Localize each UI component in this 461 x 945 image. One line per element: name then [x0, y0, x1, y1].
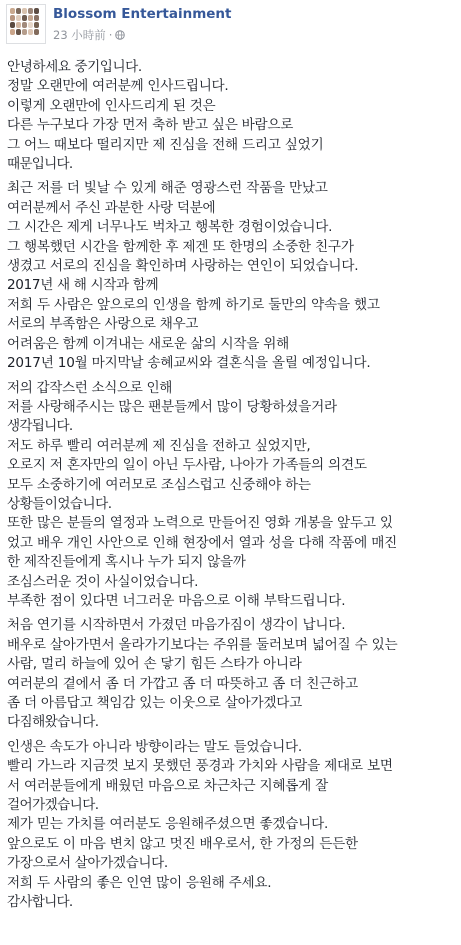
post-text-line: 걸어가겠습니다. [7, 797, 99, 814]
post-paragraph [7, 616, 461, 732]
post-text-line: 오로지 저 혼자만의 일이 아닌 두사람, 나아가 가족들의 의견도 [7, 457, 367, 474]
post-paragraph [7, 379, 461, 612]
post-text-line: 저희 두 사람의 좋은 인연 많이 응원해 주세요. [7, 874, 272, 891]
post-text-line: 처음 연기를 시작하면서 가졌던 마음가짐이 생각이 납니다. [7, 617, 346, 634]
post-text-line: 저의 갑작스런 소식으로 인해 [7, 379, 173, 396]
post-paragraph [7, 179, 461, 373]
post-header [0, 0, 461, 52]
post-text-line: 제가 믿는 가치를 여러분도 응원해주셨으면 좋겠습니다. [7, 816, 329, 833]
post-text-line: 인생은 속도가 아니라 방향이라는 말도 들었습니다. [7, 738, 302, 755]
post-text-line: 안녕하세요 중기입니다. [7, 59, 142, 75]
post-text-line: 그 시간은 제게 너무나도 벅차고 행복한 경험이었습니다. [7, 219, 333, 236]
page-avatar[interactable] [6, 4, 46, 44]
post-text-line: 한 제작진들에게 혹시나 누가 되지 않을까 [7, 554, 246, 571]
post-text-line: 이렇게 오랜만에 인사드리게 된 것은 [7, 97, 216, 114]
post-text-line: 최근 저를 더 빛날 수 있게 해준 영광스런 작품을 만났고 [7, 180, 328, 197]
post-text-line: 다른 누구보다 가장 먼저 축하 받고 싶은 바람으로 [7, 117, 294, 134]
post-text-line: 감사합니다. [7, 894, 73, 911]
page-name-link[interactable]: Blossom Entertainment [53, 6, 232, 22]
post-text-line: 부족한 점이 있다면 너그러운 마음으로 이해 부탁드립니다. [7, 592, 346, 609]
post-text-line: 좀 더 아름답고 책임감 있는 이웃으로 살아가겠다고 [7, 695, 302, 711]
meta-separator: · [108, 28, 113, 42]
post-text-line: 빨리 가느라 지금껏 보지 못했던 풍경과 가치와 사람을 제대로 보면 [7, 758, 393, 775]
post-paragraph [7, 738, 461, 913]
post-text-line: 2017년 10월 마지막날 송혜교씨와 결혼식을 올릴 예정입니다. [7, 355, 371, 372]
post-body [7, 58, 461, 917]
post-text-line: 저를 사랑해주시는 많은 팬분들께서 많이 당황하셨을거라 [7, 398, 337, 415]
post-text-line: 정말 오랜만에 여러분께 인사드립니다. [7, 78, 229, 95]
post-text-line: 때문입니다. [7, 156, 73, 173]
blossom-entertainment-logo [10, 8, 42, 34]
post-text-line: 저희 두 사람은 앞으로의 인생을 함께 하기로 둘만의 약속을 했고 [7, 296, 380, 313]
globe-icon[interactable] [115, 29, 125, 39]
post-text-line: 그 어느 때보다 떨리지만 제 진심을 전해 드리고 싶었기 [7, 136, 324, 153]
post-text-line: 배우로 살아가면서 올라가기보다는 주위를 둘러보며 넓어질 수 있는 [7, 636, 398, 653]
post-timestamp[interactable]: 23 小時前 [53, 28, 106, 42]
post-text-line: 상황들이었습니다. [7, 495, 112, 512]
post-text-line: 서로의 부족함은 사랑으로 채우고 [7, 316, 199, 333]
post-text-line: 모두 소중하기에 여러모로 조심스럽고 신중해야 하는 [7, 476, 311, 493]
post-text-line: 그 행복했던 시간을 함께한 후 제겐 또 한명의 소중한 친구가 [7, 238, 354, 255]
post-text-line: 서 여러분들에게 배웠던 마음으로 차근차근 지혜롭게 잘 [7, 777, 329, 794]
post-text-line: 앞으로도 이 마음 변치 않고 멋진 배우로서, 한 가정의 든든한 [7, 835, 358, 852]
post-text-line: 생겼고 서로의 진심을 확인하며 사랑하는 연인이 되었습니다. [7, 258, 359, 275]
post-text-line: 저도 하루 빨리 여러분께 제 진심을 전하고 싶었지만, [7, 437, 311, 454]
post-text-line: 어려움은 함께 이겨내는 새로운 삶의 시작을 위해 [7, 335, 289, 352]
post-text-line: 사람, 멀리 하늘에 있어 손 닿기 힘든 스타가 아니라 [7, 656, 302, 673]
post-text-line: 여러분의 곁에서 좀 더 가깝고 좀 더 따뜻하고 좀 더 친근하고 [7, 675, 358, 692]
post-text-line: 2017년 새 해 시작과 함께 [7, 277, 159, 294]
post-meta [53, 27, 125, 43]
post-text-line: 다짐해왔습니다. [7, 714, 99, 731]
post-text-line: 여러분께서 주신 과분한 사랑 덕분에 [7, 199, 216, 216]
post-text-line: 가장으로서 살아가겠습니다. [7, 855, 168, 872]
post-text-line: 또한 많은 분들의 열정과 노력으로 만들어진 영화 개봉을 앞두고 있 [7, 515, 393, 532]
post-paragraph [7, 58, 461, 174]
post-text-line: 조심스러운 것이 사실이었습니다. [7, 573, 199, 590]
post-text-line: 생각됩니다. [7, 418, 73, 435]
post-text-line: 었고 배우 개인 사안으로 인해 현장에서 열과 성을 다해 작품에 매진 [7, 534, 398, 551]
